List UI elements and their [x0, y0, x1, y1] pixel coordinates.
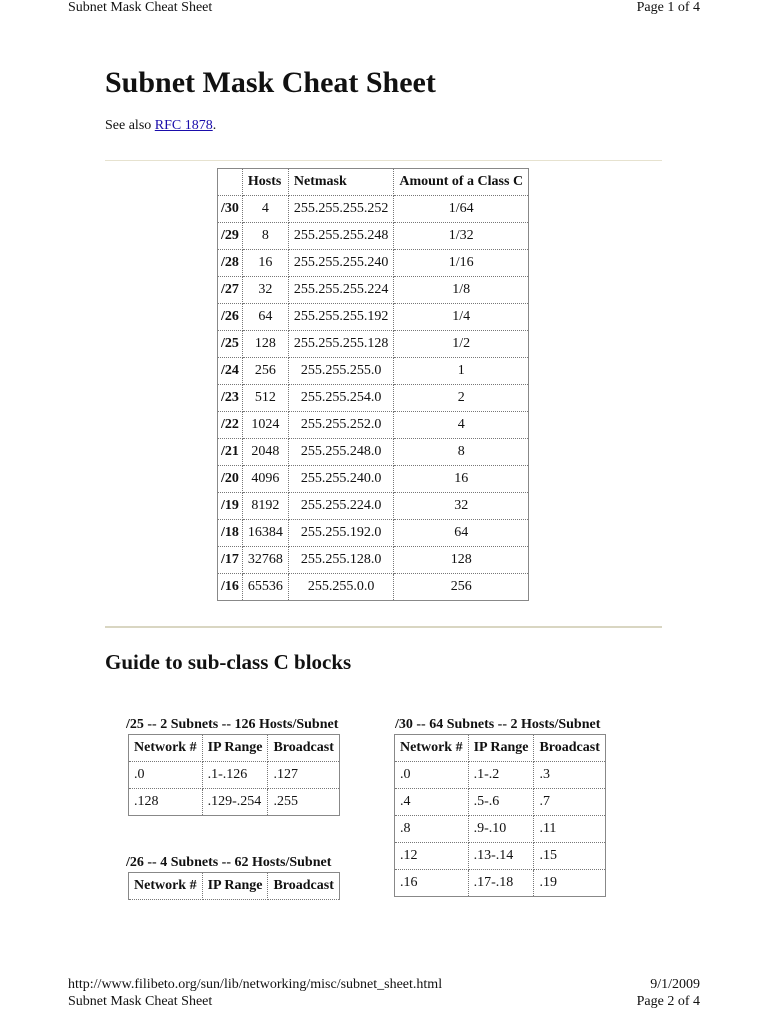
block-26-table — [128, 872, 340, 900]
network-cell: .12 — [395, 843, 469, 870]
netmask-cell: 255.255.255.252 — [288, 196, 394, 223]
block-26-caption: /26 -- 4 Subnets -- 62 Hosts/Subnet — [126, 855, 332, 870]
class-c-amount-cell: 32 — [394, 493, 529, 520]
table-row — [218, 466, 529, 493]
class-c-amount-cell: 2 — [394, 385, 529, 412]
broadcast-cell: .15 — [534, 843, 605, 870]
class-c-amount-cell: 1/2 — [394, 331, 529, 358]
block-30-caption: /30 -- 64 Subnets -- 2 Hosts/Subnet — [395, 717, 601, 732]
netmask-cell: 255.255.255.128 — [288, 331, 394, 358]
prefix-cell: /17 — [218, 547, 243, 574]
class-c-amount-cell: 1/32 — [394, 223, 529, 250]
class-c-amount-cell: 1/8 — [394, 277, 529, 304]
table-header-row — [218, 169, 529, 196]
block-30-table — [394, 734, 606, 897]
table-row — [218, 196, 529, 223]
table-header-row — [395, 735, 606, 762]
table-row — [129, 789, 340, 816]
ip-range-cell: .1-.126 — [202, 762, 268, 789]
hosts-cell: 1024 — [242, 412, 288, 439]
see-also-line — [105, 118, 216, 134]
footer-url: http://www.filibeto.org/sun/lib/networking/misc/subnet_sheet.html — [68, 977, 443, 992]
column-header-broadcast: Broadcast — [534, 735, 605, 762]
table-row — [218, 331, 529, 358]
ip-range-cell: .17-.18 — [468, 870, 534, 897]
column-header-network: Network # — [129, 735, 203, 762]
prefix-cell: /28 — [218, 250, 243, 277]
column-header-prefix — [218, 169, 243, 196]
table-row — [218, 574, 529, 601]
prefix-cell: /22 — [218, 412, 243, 439]
hosts-cell: 4096 — [242, 466, 288, 493]
column-header-broadcast: Broadcast — [268, 735, 339, 762]
hosts-cell: 8192 — [242, 493, 288, 520]
broadcast-cell: .127 — [268, 762, 339, 789]
netmask-cell: 255.255.255.240 — [288, 250, 394, 277]
rfc-1878-link[interactable]: RFC 1878 — [154, 118, 213, 133]
prefix-cell: /29 — [218, 223, 243, 250]
ip-range-cell: .9-.10 — [468, 816, 534, 843]
table-row — [395, 789, 606, 816]
broadcast-cell: .3 — [534, 762, 605, 789]
ip-range-cell: .129-.254 — [202, 789, 268, 816]
divider-top — [105, 160, 662, 161]
block-25-caption: /25 -- 2 Subnets -- 126 Hosts/Subnet — [126, 717, 339, 732]
column-header-ip-range: IP Range — [468, 735, 534, 762]
column-header-netmask: Netmask — [288, 169, 394, 196]
block-25-table — [128, 734, 340, 816]
prefix-cell: /25 — [218, 331, 243, 358]
hosts-cell: 4 — [242, 196, 288, 223]
table-row — [218, 358, 529, 385]
hosts-cell: 8 — [242, 223, 288, 250]
column-header-network: Network # — [129, 873, 203, 900]
table-row — [395, 843, 606, 870]
column-header-broadcast: Broadcast — [268, 873, 339, 900]
prefix-cell: /30 — [218, 196, 243, 223]
table-row — [218, 223, 529, 250]
hosts-cell: 512 — [242, 385, 288, 412]
prefix-cell: /23 — [218, 385, 243, 412]
header-page-number: Page 1 of 4 — [636, 0, 700, 15]
netmask-cell: 255.255.224.0 — [288, 493, 394, 520]
table-row — [218, 547, 529, 574]
hosts-cell: 32 — [242, 277, 288, 304]
class-c-amount-cell: 1 — [394, 358, 529, 385]
column-header-network: Network # — [395, 735, 469, 762]
network-cell: .4 — [395, 789, 469, 816]
column-header-hosts: Hosts — [242, 169, 288, 196]
prefix-cell: /27 — [218, 277, 243, 304]
netmask-cell: 255.255.252.0 — [288, 412, 394, 439]
netmask-cell: 255.255.240.0 — [288, 466, 394, 493]
network-cell: .16 — [395, 870, 469, 897]
hosts-cell: 256 — [242, 358, 288, 385]
table-row — [218, 520, 529, 547]
hosts-cell: 65536 — [242, 574, 288, 601]
class-c-amount-cell: 1/16 — [394, 250, 529, 277]
divider-middle — [105, 626, 662, 628]
prefix-cell: /16 — [218, 574, 243, 601]
class-c-amount-cell: 8 — [394, 439, 529, 466]
class-c-amount-cell: 1/4 — [394, 304, 529, 331]
hosts-cell: 16 — [242, 250, 288, 277]
netmask-cell: 255.255.192.0 — [288, 520, 394, 547]
netmask-cell: 255.255.255.224 — [288, 277, 394, 304]
table-row — [218, 277, 529, 304]
footer-page-number: Page 2 of 4 — [636, 994, 700, 1009]
table-row — [218, 493, 529, 520]
table-row — [218, 385, 529, 412]
ip-range-cell: .5-.6 — [468, 789, 534, 816]
table-header-row — [129, 873, 340, 900]
column-header-ip-range: IP Range — [202, 735, 268, 762]
network-cell: .0 — [129, 762, 203, 789]
table-header-row — [129, 735, 340, 762]
hosts-cell: 64 — [242, 304, 288, 331]
netmask-cell: 255.255.255.192 — [288, 304, 394, 331]
network-cell: .0 — [395, 762, 469, 789]
class-c-amount-cell: 128 — [394, 547, 529, 574]
ip-range-cell: .13-.14 — [468, 843, 534, 870]
netmask-cell: 255.255.255.248 — [288, 223, 394, 250]
footer-title: Subnet Mask Cheat Sheet — [68, 994, 213, 1009]
netmask-cell: 255.255.128.0 — [288, 547, 394, 574]
see-also-prefix: See also — [105, 118, 155, 133]
column-header-ip-range: IP Range — [202, 873, 268, 900]
section-title: Guide to sub-class C blocks — [105, 650, 352, 674]
hosts-cell: 32768 — [242, 547, 288, 574]
class-c-amount-cell: 16 — [394, 466, 529, 493]
network-cell: .8 — [395, 816, 469, 843]
prefix-cell: /26 — [218, 304, 243, 331]
prefix-cell: /24 — [218, 358, 243, 385]
table-row — [218, 250, 529, 277]
class-c-amount-cell: 64 — [394, 520, 529, 547]
broadcast-cell: .19 — [534, 870, 605, 897]
class-c-amount-cell: 256 — [394, 574, 529, 601]
broadcast-cell: .7 — [534, 789, 605, 816]
prefix-cell: /19 — [218, 493, 243, 520]
netmask-cell: 255.255.254.0 — [288, 385, 394, 412]
table-row — [218, 439, 529, 466]
netmask-cell: 255.255.248.0 — [288, 439, 394, 466]
column-header-amount: Amount of a Class C — [394, 169, 529, 196]
prefix-cell: /20 — [218, 466, 243, 493]
ip-range-cell: .1-.2 — [468, 762, 534, 789]
table-row — [395, 816, 606, 843]
hosts-cell: 16384 — [242, 520, 288, 547]
netmask-cell: 255.255.0.0 — [288, 574, 394, 601]
network-cell: .128 — [129, 789, 203, 816]
table-row — [395, 870, 606, 897]
table-row — [129, 762, 340, 789]
prefix-cell: /18 — [218, 520, 243, 547]
hosts-cell: 128 — [242, 331, 288, 358]
netmask-cell: 255.255.255.0 — [288, 358, 394, 385]
table-row — [395, 762, 606, 789]
prefix-cell: /21 — [218, 439, 243, 466]
header-title: Subnet Mask Cheat Sheet — [68, 0, 213, 15]
broadcast-cell: .255 — [268, 789, 339, 816]
page-title: Subnet Mask Cheat Sheet — [105, 66, 436, 99]
class-c-amount-cell: 1/64 — [394, 196, 529, 223]
table-row — [218, 304, 529, 331]
hosts-cell: 2048 — [242, 439, 288, 466]
class-c-amount-cell: 4 — [394, 412, 529, 439]
footer-date: 9/1/2009 — [650, 977, 700, 992]
subnet-mask-table — [217, 168, 529, 601]
table-row — [218, 412, 529, 439]
see-also-suffix: . — [212, 118, 217, 133]
broadcast-cell: .11 — [534, 816, 605, 843]
